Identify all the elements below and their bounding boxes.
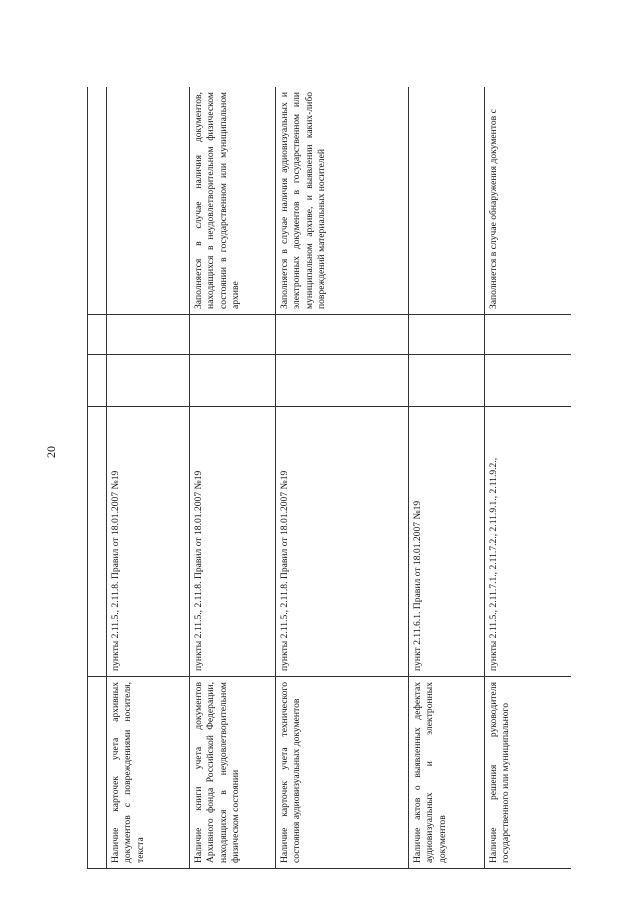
requirement-cell: Наличие актов о выявленных дефектах аудиовизуальных и электронных документов (409, 677, 485, 869)
yes-cell (276, 355, 409, 407)
yes-cell (190, 355, 276, 407)
legal-basis-cell: пункты 2.11.5., 2.11.8. Правил от 18.01.2007 №19 (190, 407, 276, 677)
page-number: 20 (44, 446, 58, 458)
no-cell (276, 315, 409, 355)
note-cell: Заполняется в случае наличия аудиовизуальных и электронных документов в государственном или муниципальном архиве, и выявлении каких-либо повреждений материальных носителей (276, 87, 409, 315)
table-row (190, 87, 276, 869)
table-cell (88, 87, 107, 315)
requirement-cell: Наличие решения руководителя государственного или муниципального (485, 677, 572, 869)
note-cell (409, 87, 485, 315)
table-cell (88, 355, 107, 407)
note-cell: Заполняется в случае наличия документов, находящихся в неудовлетворительном физическом состоянии в государственном или муниципальном архиве (190, 87, 276, 315)
legal-basis-cell: пункты 2.11.5., 2.11.7.1., 2.11.7.2., 2.11.9.1., 2.11.9.2., (485, 407, 572, 677)
note-cell (107, 87, 190, 315)
requirements-table (87, 87, 571, 869)
no-cell (107, 315, 190, 355)
table-row (485, 87, 572, 869)
rotated-table-container (87, 87, 571, 869)
legal-basis-cell: пункты 2.11.5., 2.11.8. Правил от 18.01.2007 №19 (107, 407, 190, 677)
table-row (409, 87, 485, 869)
no-cell (409, 315, 485, 355)
yes-cell (107, 355, 190, 407)
yes-cell (409, 355, 485, 407)
document-table-frame (87, 87, 571, 869)
note-cell: Заполняется в случае обнаружения документов с (485, 87, 572, 315)
requirement-cell: Наличие книги учета документов Архивного фонда Российской Федерации, находящихся в неудовлетворительном физическом состоянии (190, 677, 276, 869)
table-row (276, 87, 409, 869)
table-cell (88, 407, 107, 677)
table-row (107, 87, 190, 869)
no-cell (190, 315, 276, 355)
yes-cell (485, 355, 572, 407)
legal-basis-cell: пункты 2.11.5., 2.11.8. Правил от 18.01.2007 №19 (276, 407, 409, 677)
requirement-cell: Наличие карточек учета технического состояния аудиовизуальных документов (276, 677, 409, 869)
requirement-cell: Наличие карточек учета архивных документов с повреждениями носителя, текста (107, 677, 190, 869)
no-cell (485, 315, 572, 355)
table-cell (88, 315, 107, 355)
table-cell (88, 677, 107, 869)
table-row (88, 87, 107, 869)
legal-basis-cell: пункт 2.11.6.1. Правил от 18.01.2007 №19 (409, 407, 485, 677)
